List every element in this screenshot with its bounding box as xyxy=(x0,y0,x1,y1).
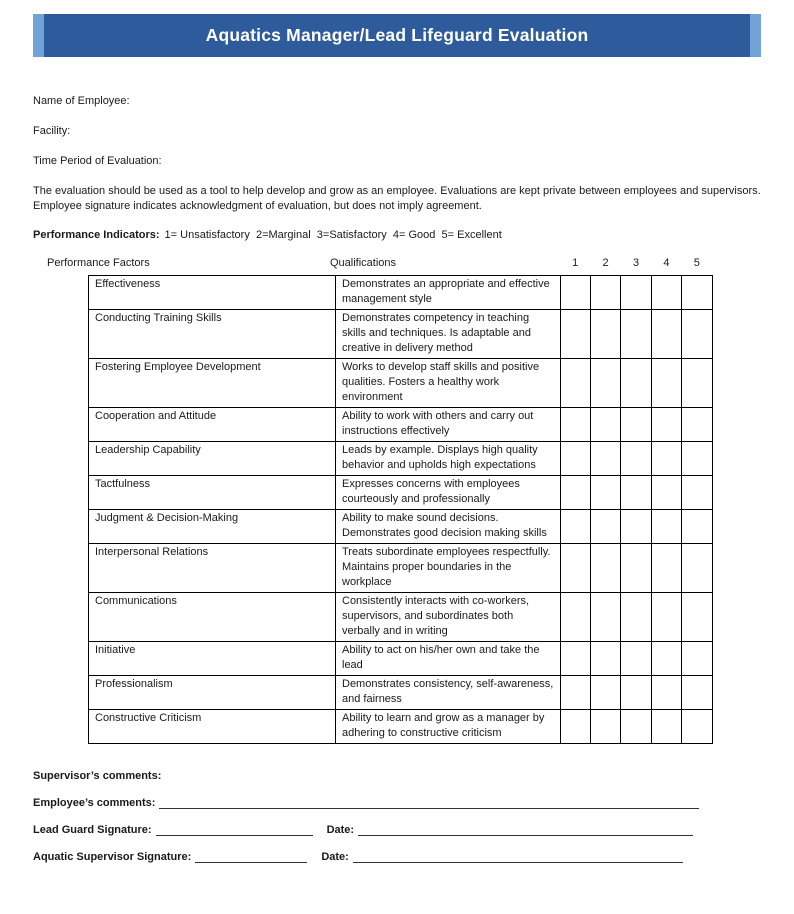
facility-label: Facility: xyxy=(33,125,71,137)
qualification-cell: Expresses concerns with employees courteously and professionally xyxy=(336,476,561,510)
qualification-cell: Treats subordinate employees respectfully. Maintains proper boundaries in the workplace xyxy=(336,544,561,593)
qualification-cell: Consistently interacts with co-workers, supervisors, and subordinates both verbally and in writing xyxy=(336,593,561,642)
banner-main xyxy=(44,14,750,57)
factor-cell: Professionalism xyxy=(89,676,336,710)
factor-cell: Tactfulness xyxy=(89,476,336,510)
rating-cell-4[interactable] xyxy=(652,710,682,744)
lead-guard-signature-line[interactable] xyxy=(156,823,313,836)
rating-cell-1[interactable] xyxy=(561,676,591,710)
supervisor-comments-row xyxy=(33,768,761,782)
table-header-row xyxy=(33,255,761,275)
qualification-cell: Demonstrates consistency, self-awareness, and fairness xyxy=(336,676,561,710)
factor-cell: Cooperation and Attitude xyxy=(89,408,336,442)
rating-header-4: 4 xyxy=(663,257,670,269)
rating-cell-4[interactable] xyxy=(652,642,682,676)
rating-cell-3[interactable] xyxy=(621,408,652,442)
table-row xyxy=(89,544,713,593)
time-period-label: Time Period of Evaluation: xyxy=(33,155,162,167)
rating-cell-4[interactable] xyxy=(652,310,682,359)
rating-cell-5[interactable] xyxy=(682,408,713,442)
rating-cell-5[interactable] xyxy=(682,593,713,642)
rating-cell-5[interactable] xyxy=(682,442,713,476)
evaluation-table-body xyxy=(89,276,713,744)
qualification-cell: Works to develop staff skills and positive qualities. Fosters a healthy work environment xyxy=(336,359,561,408)
rating-cell-3[interactable] xyxy=(621,276,652,310)
rating-cell-2[interactable] xyxy=(591,442,621,476)
lead-guard-date-label: Date: xyxy=(326,824,355,836)
banner-accent-right xyxy=(750,14,761,57)
factor-cell: Conducting Training Skills xyxy=(89,310,336,359)
rating-cell-1[interactable] xyxy=(561,408,591,442)
table-row xyxy=(89,676,713,710)
rating-cell-3[interactable] xyxy=(621,544,652,593)
rating-cell-5[interactable] xyxy=(682,359,713,408)
rating-cell-4[interactable] xyxy=(652,593,682,642)
qualification-cell: Demonstrates competency in teaching skills and techniques. Is adaptable and creative in delivery method xyxy=(336,310,561,359)
qualifications-column-header: Qualifications xyxy=(330,257,397,269)
employee-comments-row xyxy=(33,795,761,809)
employee-comments-line[interactable] xyxy=(159,796,699,809)
rating-cell-2[interactable] xyxy=(591,710,621,744)
aquatic-supervisor-date-label: Date: xyxy=(321,851,349,863)
factor-cell: Effectiveness xyxy=(89,276,336,310)
rating-cell-1[interactable] xyxy=(561,476,591,510)
employee-comments-label: Employee’s comments: xyxy=(33,797,156,809)
rating-cell-3[interactable] xyxy=(621,710,652,744)
aquatic-supervisor-date-line[interactable] xyxy=(353,850,683,863)
rating-cell-1[interactable] xyxy=(561,510,591,544)
rating-cell-5[interactable] xyxy=(682,276,713,310)
rating-column-headers xyxy=(560,257,712,269)
table-row xyxy=(89,642,713,676)
rating-cell-1[interactable] xyxy=(561,593,591,642)
rating-cell-2[interactable] xyxy=(591,642,621,676)
rating-cell-4[interactable] xyxy=(652,276,682,310)
rating-cell-4[interactable] xyxy=(652,510,682,544)
rating-cell-2[interactable] xyxy=(591,476,621,510)
qualification-cell: Ability to work with others and carry out instructions effectively xyxy=(336,408,561,442)
lead-guard-signature-label: Lead Guard Signature: xyxy=(33,824,152,836)
rating-cell-5[interactable] xyxy=(682,476,713,510)
rating-cell-5[interactable] xyxy=(682,642,713,676)
qualification-cell: Ability to learn and grow as a manager by adhering to constructive criticism xyxy=(336,710,561,744)
rating-cell-4[interactable] xyxy=(652,442,682,476)
qualification-cell: Demonstrates an appropriate and effective management style xyxy=(336,276,561,310)
rating-cell-3[interactable] xyxy=(621,442,652,476)
rating-cell-5[interactable] xyxy=(682,710,713,744)
factor-cell: Initiative xyxy=(89,642,336,676)
table-row xyxy=(89,442,713,476)
aquatic-supervisor-signature-row xyxy=(33,849,761,863)
banner-accent-left xyxy=(33,14,44,57)
rating-header-1: 1 xyxy=(572,257,579,269)
rating-cell-2[interactable] xyxy=(591,310,621,359)
rating-cell-4[interactable] xyxy=(652,676,682,710)
rating-cell-1[interactable] xyxy=(561,442,591,476)
performance-indicators-row xyxy=(33,228,761,242)
lead-guard-signature-row xyxy=(33,822,761,836)
rating-cell-2[interactable] xyxy=(591,510,621,544)
table-row xyxy=(89,276,713,310)
rating-cell-5[interactable] xyxy=(682,510,713,544)
rating-cell-1[interactable] xyxy=(561,310,591,359)
factor-cell: Leadership Capability xyxy=(89,442,336,476)
form-header-banner xyxy=(33,14,761,57)
rating-cell-1[interactable] xyxy=(561,276,591,310)
rating-cell-2[interactable] xyxy=(591,276,621,310)
rating-cell-2[interactable] xyxy=(591,359,621,408)
table-row xyxy=(89,310,713,359)
qualification-cell: Ability to make sound decisions. Demonstrates good decision making skills xyxy=(336,510,561,544)
rating-cell-3[interactable] xyxy=(621,359,652,408)
rating-cell-3[interactable] xyxy=(621,593,652,642)
factor-cell: Constructive Criticism xyxy=(89,710,336,744)
rating-cell-3[interactable] xyxy=(621,642,652,676)
table-row xyxy=(89,510,713,544)
table-row xyxy=(89,408,713,442)
rating-cell-2[interactable] xyxy=(591,593,621,642)
rating-header-3: 3 xyxy=(632,257,640,269)
rating-cell-3[interactable] xyxy=(621,476,652,510)
rating-cell-1[interactable] xyxy=(561,710,591,744)
factor-cell: Judgment & Decision-Making xyxy=(89,510,336,544)
rating-cell-5[interactable] xyxy=(682,310,713,359)
rating-cell-2[interactable] xyxy=(591,408,621,442)
rating-cell-3[interactable] xyxy=(621,310,652,359)
rating-cell-2[interactable] xyxy=(591,676,621,710)
rating-cell-4[interactable] xyxy=(652,476,682,510)
supervisor-comments-label: Supervisor’s comments: xyxy=(33,770,162,782)
rating-cell-3[interactable] xyxy=(621,676,652,710)
factor-cell: Interpersonal Relations xyxy=(89,544,336,593)
lead-guard-date-line[interactable] xyxy=(358,823,693,836)
intro-paragraph: The evaluation should be used as a tool to help develop and grow as an employee. Evaluations are kept private between employees and supervisors. Employee signature indicates acknowledgment of evaluation, but does not imply agreement. xyxy=(33,185,761,212)
name-of-employee-label: Name of Employee: xyxy=(33,95,130,107)
page-title: Aquatics Manager/Lead Lifeguard Evaluation xyxy=(205,25,589,45)
factor-cell: Communications xyxy=(89,593,336,642)
qualification-cell: Ability to act on his/her own and take the lead xyxy=(336,642,561,676)
aquatic-supervisor-signature-line[interactable] xyxy=(195,850,307,863)
form-footer xyxy=(33,768,761,863)
rating-cell-2[interactable] xyxy=(591,544,621,593)
rating-cell-1[interactable] xyxy=(561,544,591,593)
rating-cell-5[interactable] xyxy=(682,544,713,593)
table-row xyxy=(89,359,713,408)
rating-cell-4[interactable] xyxy=(652,359,682,408)
rating-cell-4[interactable] xyxy=(652,544,682,593)
rating-cell-5[interactable] xyxy=(682,676,713,710)
table-row xyxy=(89,710,713,744)
rating-cell-1[interactable] xyxy=(561,359,591,408)
rating-cell-4[interactable] xyxy=(652,408,682,442)
factors-column-header: Performance Factors xyxy=(47,257,150,269)
qualification-cell: Leads by example. Displays high quality behavior and upholds high expectations xyxy=(336,442,561,476)
rating-header-5: 5 xyxy=(693,257,700,269)
rating-cell-3[interactable] xyxy=(621,510,652,544)
rating-cell-1[interactable] xyxy=(561,642,591,676)
table-row xyxy=(89,593,713,642)
table-row xyxy=(89,476,713,510)
evaluation-table xyxy=(88,275,713,744)
rating-header-2: 2 xyxy=(602,257,609,269)
performance-indicators-scale: 1= Unsatisfactory 2=Marginal 3=Satisfactory 4= Good 5= Excellent xyxy=(164,229,502,241)
aquatic-supervisor-signature-label: Aquatic Supervisor Signature: xyxy=(33,851,192,863)
performance-indicators-label: Performance Indicators: xyxy=(33,229,160,241)
factor-cell: Fostering Employee Development xyxy=(89,359,336,408)
